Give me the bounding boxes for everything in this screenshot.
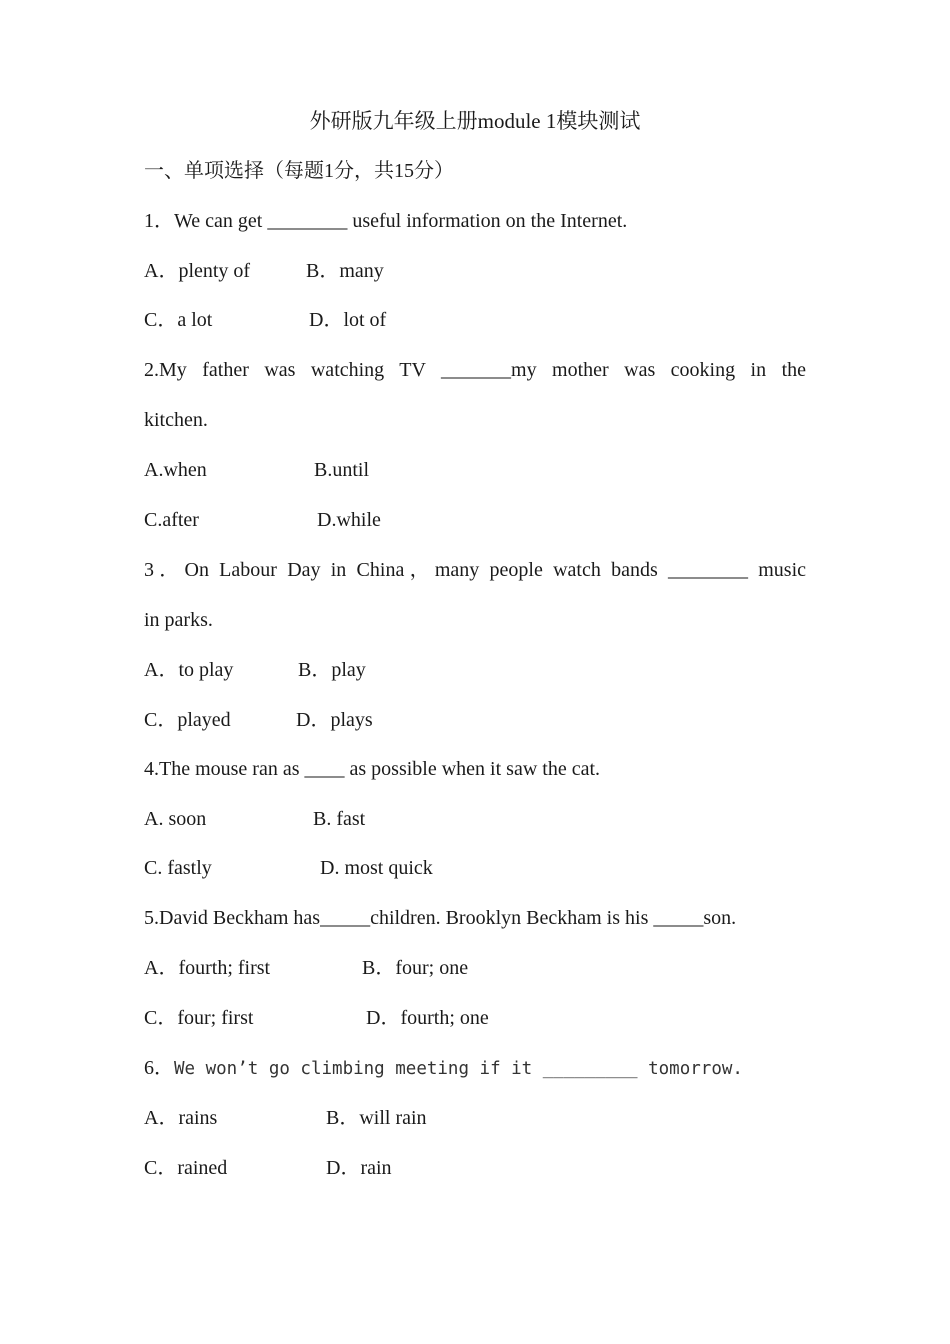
question-2-option-b: B.until <box>314 459 370 481</box>
question-3-stem-line1: 3．On Labour Day in China，many people watch bands ________ music <box>144 559 806 581</box>
question-3-option-b: B．play <box>298 659 366 681</box>
question-5-option-a: A．fourth; first <box>144 957 271 979</box>
question-2-stem-line2: kitchen. <box>144 409 208 431</box>
question-1-stem: 1．We can get ________ useful information on the Internet. <box>144 210 628 232</box>
section-heading: 一、单项选择（每题1分，共15分） <box>144 160 454 182</box>
question-5-option-d: D．fourth; one <box>366 1007 489 1029</box>
question-4-option-b: B. fast <box>313 808 366 830</box>
question-4-option-d: D. most quick <box>320 857 433 879</box>
question-6-option-b: B．will rain <box>326 1107 427 1129</box>
question-5-option-b: B．four; one <box>362 957 469 979</box>
question-3-option-a: A．to play <box>144 659 234 681</box>
question-3-option-d: D．plays <box>296 709 373 731</box>
question-1-option-c: C．a lot <box>144 309 213 331</box>
question-2-stem-line1: 2.My father was watching TV _______my mother was cooking in the <box>144 359 806 381</box>
question-1-option-a: A．plenty of <box>144 260 251 282</box>
question-5-option-c: C．four; first <box>144 1007 254 1029</box>
question-4-option-c: C. fastly <box>144 857 212 879</box>
question-6-option-c: C．rained <box>144 1157 228 1179</box>
question-6-stem <box>144 1053 743 1084</box>
question-4-option-a: A. soon <box>144 808 207 830</box>
question-2-option-d: D.while <box>317 509 381 531</box>
question-3-stem-line2: in parks. <box>144 609 213 631</box>
question-2-option-a: A.when <box>144 459 207 481</box>
question-3-option-c: C．played <box>144 709 231 731</box>
question-1-option-b: B．many <box>306 260 384 282</box>
question-6-text: We won’t go climbing meeting if it _________ tomorrow. <box>174 1059 743 1079</box>
question-4-stem: 4.The mouse ran as ____ as possible when it saw the cat. <box>144 758 601 780</box>
question-6-option-a: A．rains <box>144 1107 218 1129</box>
question-6-number: 6． <box>144 1057 174 1079</box>
question-2-option-c: C.after <box>144 509 199 531</box>
page-title: 外研版九年级上册module 1模块测试 <box>309 109 641 133</box>
question-1-option-d: D．lot of <box>309 309 387 331</box>
question-5-stem: 5.David Beckham has_____children. Brooklyn Beckham is his _____son. <box>144 907 737 929</box>
question-6-option-d: D．rain <box>326 1157 392 1179</box>
